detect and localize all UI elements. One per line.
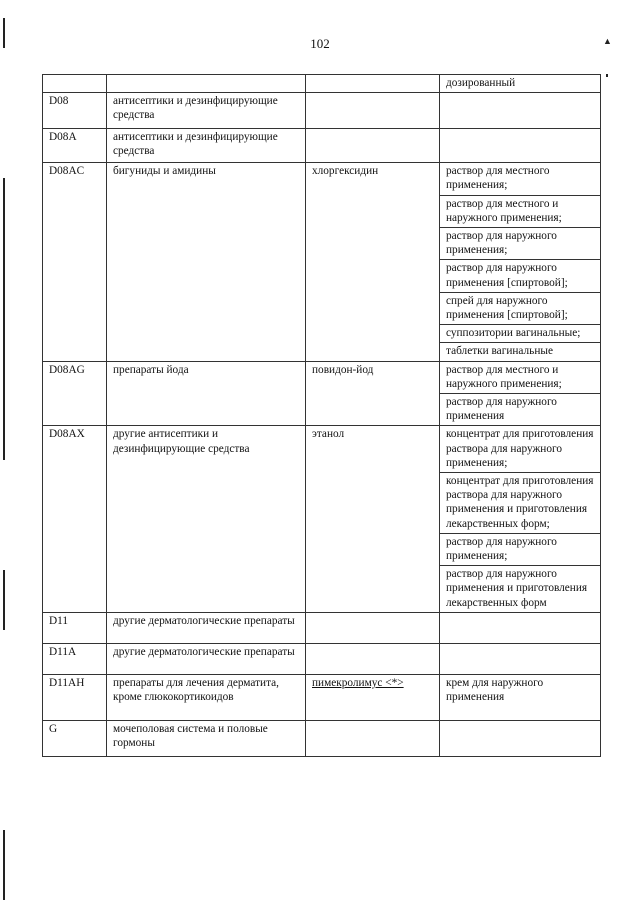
- substance-cell: [306, 674, 440, 720]
- group-name-cell: бигуниды и амидины: [107, 163, 306, 361]
- group-name-cell: другие дерматологические препараты: [107, 643, 306, 674]
- atc-code-cell: D08: [43, 93, 107, 129]
- atc-code-cell: D11A: [43, 643, 107, 674]
- substance-cell: [306, 129, 440, 163]
- dosage-form-item: раствор для местного и наружного применения;: [446, 363, 562, 390]
- dosage-form-item: раствор для наружного применения и приготовления лекарственных форм: [440, 565, 600, 612]
- table-row: [43, 129, 601, 163]
- atc-code-cell: D08A: [43, 129, 107, 163]
- table-row: [43, 93, 601, 129]
- dosage-form-item: раствор для наружного применения;: [440, 227, 600, 259]
- group-name-cell: антисептики и дезинфицирующие средства: [107, 129, 306, 163]
- group-name-cell: другие дерматологические препараты: [107, 612, 306, 643]
- substance-link: пимекролимус <*>: [312, 676, 404, 689]
- atc-code-cell: D11: [43, 612, 107, 643]
- table-row: [43, 75, 601, 93]
- dosage-form-item: раствор для местного применения;: [446, 165, 550, 192]
- atc-code-cell: D08AC: [43, 163, 107, 361]
- group-name-cell: мочеполовая система и половые гормоны: [107, 720, 306, 756]
- page-number: 102: [310, 36, 330, 51]
- group-name-cell: [107, 75, 306, 93]
- dosage-forms-cell: [440, 720, 601, 756]
- table-row: [43, 426, 601, 612]
- scan-dot-mark: [606, 74, 608, 77]
- dosage-form-item: раствор для местного и наружного применения;: [440, 195, 600, 227]
- substance-cell: [306, 75, 440, 93]
- table-row: [43, 720, 601, 756]
- dosage-form-item: концентрат для приготовления раствора для наружного применения;: [446, 428, 594, 469]
- dosage-form-item: дозированный: [446, 77, 516, 89]
- group-name-cell: препараты йода: [107, 361, 306, 426]
- dosage-form-item: суппозитории вагинальные;: [440, 324, 600, 342]
- substance-cell: [306, 720, 440, 756]
- group-name-cell: антисептики и дезинфицирующие средства: [107, 93, 306, 129]
- dosage-forms-cell: [440, 361, 601, 426]
- substance-cell: этанол: [306, 426, 440, 612]
- table-row: [43, 361, 601, 426]
- dosage-forms-cell: крем для наружного применения: [440, 674, 601, 720]
- substance-cell: повидон-йод: [306, 361, 440, 426]
- table-row: [43, 643, 601, 674]
- dosage-forms-cell: [440, 612, 601, 643]
- atc-code-cell: D08AX: [43, 426, 107, 612]
- scan-edge-mark-lower: [3, 570, 5, 630]
- substance-cell: [306, 612, 440, 643]
- scan-edge-mark-middle: [3, 178, 5, 460]
- group-name-cell: препараты для лечения дерматита, кроме глюкокортикоидов: [107, 674, 306, 720]
- dosage-form-item: концентрат для приготовления раствора для наружного применения и приготовления лекарственных форм;: [440, 472, 600, 533]
- dosage-form-item: спрей для наружного применения [спиртовой];: [440, 292, 600, 324]
- scan-corner-mark-icon: ▲: [603, 36, 612, 46]
- substance-cell: [306, 93, 440, 129]
- group-name-cell: другие антисептики и дезинфицирующие средства: [107, 426, 306, 612]
- dosage-forms-cell: [440, 129, 601, 163]
- atc-code-cell: G: [43, 720, 107, 756]
- substance-cell: [306, 643, 440, 674]
- dosage-form-item: таблетки вагинальные: [440, 342, 600, 360]
- dosage-form-item: раствор для наружного применения [спиртовой];: [440, 259, 600, 291]
- drug-table: [42, 74, 601, 757]
- dosage-form-item: раствор для наружного применения;: [440, 533, 600, 565]
- scan-edge-mark-top: [3, 18, 5, 48]
- dosage-forms-cell: [440, 75, 601, 93]
- atc-code-cell: D08AG: [43, 361, 107, 426]
- table-row: [43, 612, 601, 643]
- atc-code-cell: D11AH: [43, 674, 107, 720]
- dosage-forms-cell: [440, 163, 601, 361]
- dosage-forms-cell: [440, 426, 601, 612]
- table-row: [43, 163, 601, 361]
- table-row: [43, 674, 601, 720]
- atc-code-cell: [43, 75, 107, 93]
- dosage-forms-cell: [440, 643, 601, 674]
- scan-edge-mark-bottom: [3, 830, 5, 900]
- dosage-form-item: раствор для наружного применения: [440, 393, 600, 425]
- substance-cell: хлоргексидин: [306, 163, 440, 361]
- dosage-forms-cell: [440, 93, 601, 129]
